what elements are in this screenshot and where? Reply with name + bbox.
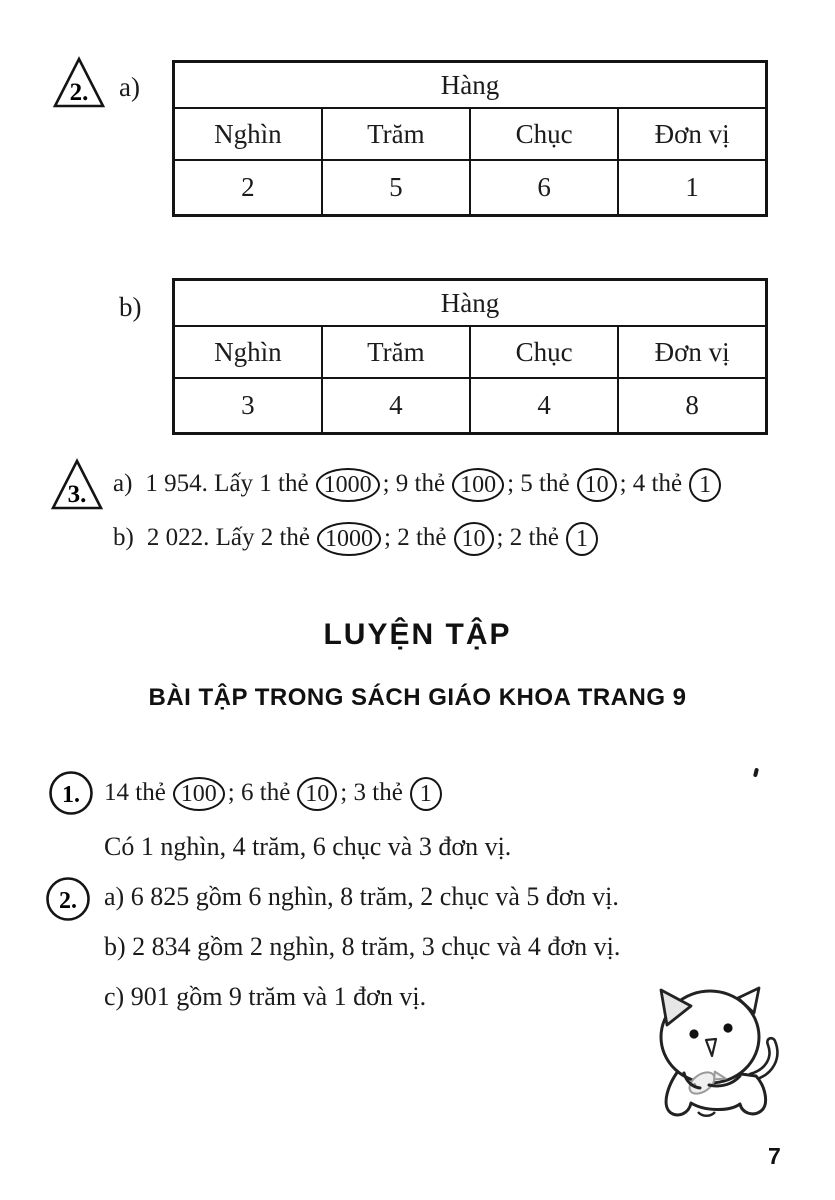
value-cell: 3 (174, 378, 322, 434)
exercise-2-line-b: b) 2 834 gồm 2 nghìn, 8 trăm, 3 chục và 4 đơn vị. (104, 932, 621, 961)
text-segment: ; 6 thẻ (227, 779, 291, 806)
value-cell: 1 (618, 160, 766, 216)
exercise-1-answer: Có 1 nghìn, 4 trăm, 6 chục và 3 đơn vị. (104, 832, 512, 861)
table-row (174, 108, 767, 160)
table-row (174, 378, 767, 434)
text-segment: ; 3 thẻ (340, 779, 403, 806)
text-segment: ; 4 thẻ (619, 470, 683, 497)
text-segment: 14 thẻ (104, 779, 166, 806)
text-segment: ; 2 thẻ (496, 524, 559, 551)
column-header-cell: Chục (470, 326, 618, 378)
column-header-cell: Nghìn (174, 108, 322, 160)
column-header-cell: Chục (470, 108, 618, 160)
text-segment: ; 2 thẻ (384, 524, 447, 551)
section-subtitle: BÀI TẬP TRONG SÁCH GIÁO KHOA TRANG 9 (148, 684, 687, 711)
table-row (174, 280, 767, 327)
cat-right-eye (723, 1023, 732, 1032)
number-card-100: 100 (452, 468, 504, 502)
text-segment: ; 5 thẻ (507, 470, 570, 497)
cat-with-fish-illustration (636, 984, 808, 1136)
exercise-2b-circle-marker-icon (45, 876, 91, 922)
number-card-1: 1 (566, 522, 598, 556)
column-header-cell: Nghìn (174, 326, 322, 378)
table-header-cell: Hàng (174, 62, 767, 109)
table-row (174, 160, 767, 216)
exercise-1-circle-marker-icon (48, 770, 94, 816)
place-value-table-a (172, 60, 768, 217)
place-value-table-b (172, 278, 768, 435)
value-cell: 4 (322, 378, 470, 434)
section-title: LUYỆN TẬP (323, 618, 512, 651)
number-card-10: 10 (297, 777, 337, 811)
column-header-cell: Đơn vị (618, 326, 766, 378)
column-header-cell: Trăm (322, 326, 470, 378)
number-card-10: 10 (454, 522, 494, 556)
exercise-3-triangle-marker-icon (50, 458, 104, 512)
number-card-1: 1 (410, 777, 442, 811)
value-cell: 2 (174, 160, 322, 216)
part-label: b) (113, 524, 134, 551)
part-a-label: a) (119, 72, 140, 102)
value-cell: 6 (470, 160, 618, 216)
exercise-3-line-a (113, 464, 724, 504)
number-card-10: 10 (577, 468, 617, 502)
part-label: a) (113, 470, 133, 497)
value-cell: 5 (322, 160, 470, 216)
text-segment: 1 954. Lấy 1 thẻ (145, 470, 309, 497)
number-card-100: 100 (173, 777, 225, 811)
exercise-1-marker-number: 1. (62, 782, 80, 808)
table-header-cell: Hàng (174, 280, 767, 327)
number-card-1000: 1000 (316, 468, 380, 502)
exercise-2-marker-number: 2. (69, 79, 89, 106)
cat-left-eye (689, 1029, 698, 1038)
value-cell: 4 (470, 378, 618, 434)
page-number: 7 (768, 1143, 781, 1169)
table-row (174, 62, 767, 109)
value-cell: 8 (618, 378, 766, 434)
exercise-2b-marker-number: 2. (59, 888, 77, 914)
exercise-1-line (104, 773, 445, 813)
exercise-3-line-b (113, 518, 601, 558)
number-card-1000: 1000 (317, 522, 381, 556)
column-header-cell: Trăm (322, 108, 470, 160)
exercise-3-marker-number: 3. (67, 481, 87, 508)
column-header-cell: Đơn vị (618, 108, 766, 160)
table-row (174, 326, 767, 378)
exercise-2-triangle-marker-icon (52, 56, 106, 110)
part-b-label: b) (119, 292, 142, 322)
cat-paw-line (698, 1112, 715, 1116)
exercise-2-line-a: a) 6 825 gồm 6 nghìn, 8 trăm, 2 chục và 5 đơn vị. (104, 882, 619, 911)
number-card-1: 1 (689, 468, 721, 502)
ink-speck (753, 768, 759, 778)
exercise-2-line-c: c) 901 gồm 9 trăm và 1 đơn vị. (104, 982, 427, 1011)
text-segment: ; 9 thẻ (382, 470, 446, 497)
text-segment: 2 022. Lấy 2 thẻ (146, 524, 310, 551)
